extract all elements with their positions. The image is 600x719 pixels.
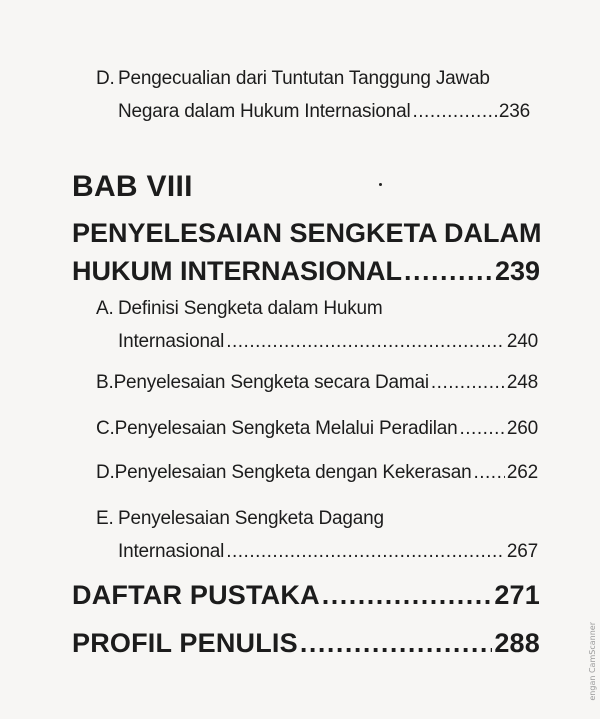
- dot-leader: [226, 331, 505, 353]
- toc-entry-a[interactable]: [96, 298, 538, 364]
- toc-entry-e[interactable]: [96, 508, 538, 574]
- page-number: 248: [506, 372, 538, 393]
- entry-letter: D.: [96, 462, 115, 483]
- toc-entry-b[interactable]: [96, 372, 538, 405]
- scan-speck: [379, 183, 382, 186]
- dot-leader: [431, 372, 505, 394]
- dot-leader: [412, 101, 496, 123]
- scanner-watermark: engan CamScanner: [588, 622, 597, 701]
- page-number: 288: [494, 628, 540, 658]
- chapter-title-line2: HUKUM INTERNASIONAL: [72, 256, 402, 286]
- dot-leader: [459, 418, 504, 440]
- entry-letter: B.: [96, 372, 114, 393]
- entry-title: PROFIL PENULIS: [72, 628, 298, 658]
- entry-letter: D.: [96, 68, 115, 89]
- dot-leader: [322, 580, 493, 611]
- entry-title: Penyelesaian Sengketa Melalui Peradilan: [114, 418, 458, 439]
- chapter-title-line1: PENYELESAIAN SENGKETA DALAM: [72, 218, 542, 248]
- page-number: 236: [498, 101, 530, 122]
- entry-title-line1: Pengecualian dari Tuntutan Tanggung Jawab: [118, 68, 490, 89]
- entry-title: Penyelesaian Sengketa secara Damai: [113, 372, 429, 393]
- entry-title-line2: Internasional: [118, 331, 225, 352]
- toc-entry-profil-penulis[interactable]: [72, 628, 540, 659]
- entry-title-line1: Penyelesaian Sengketa Dagang: [118, 508, 384, 529]
- entry-title: Penyelesaian Sengketa dengan Kekerasan: [114, 462, 472, 483]
- toc-entry-c[interactable]: [96, 418, 538, 451]
- entry-title-line2: Internasional: [118, 541, 225, 562]
- chapter-page-number: 239: [494, 256, 540, 286]
- toc-entry-prev-d[interactable]: [96, 68, 530, 134]
- page-number: 262: [506, 462, 538, 483]
- entry-title-line1: Definisi Sengketa dalam Hukum: [118, 298, 383, 319]
- toc-entry-d[interactable]: [96, 462, 538, 495]
- dot-leader: [300, 628, 493, 659]
- toc-entry-daftar-pustaka[interactable]: [72, 580, 540, 611]
- page-number: 267: [506, 541, 538, 562]
- entry-title-line2: Negara dalam Hukum Internasional: [118, 101, 411, 122]
- chapter-title[interactable]: [72, 218, 540, 294]
- entry-letter: A.: [96, 298, 114, 319]
- page-number: 240: [506, 331, 538, 352]
- entry-title: DAFTAR PUSTAKA: [72, 580, 320, 610]
- chapter-label: BAB VIII: [72, 170, 193, 203]
- page-number: 271: [494, 580, 540, 610]
- dot-leader: [404, 256, 493, 287]
- dot-leader: [226, 541, 505, 563]
- entry-letter: E.: [96, 508, 114, 529]
- dot-leader: [473, 462, 504, 484]
- entry-letter: C.: [96, 418, 115, 439]
- page-number: 260: [506, 418, 538, 439]
